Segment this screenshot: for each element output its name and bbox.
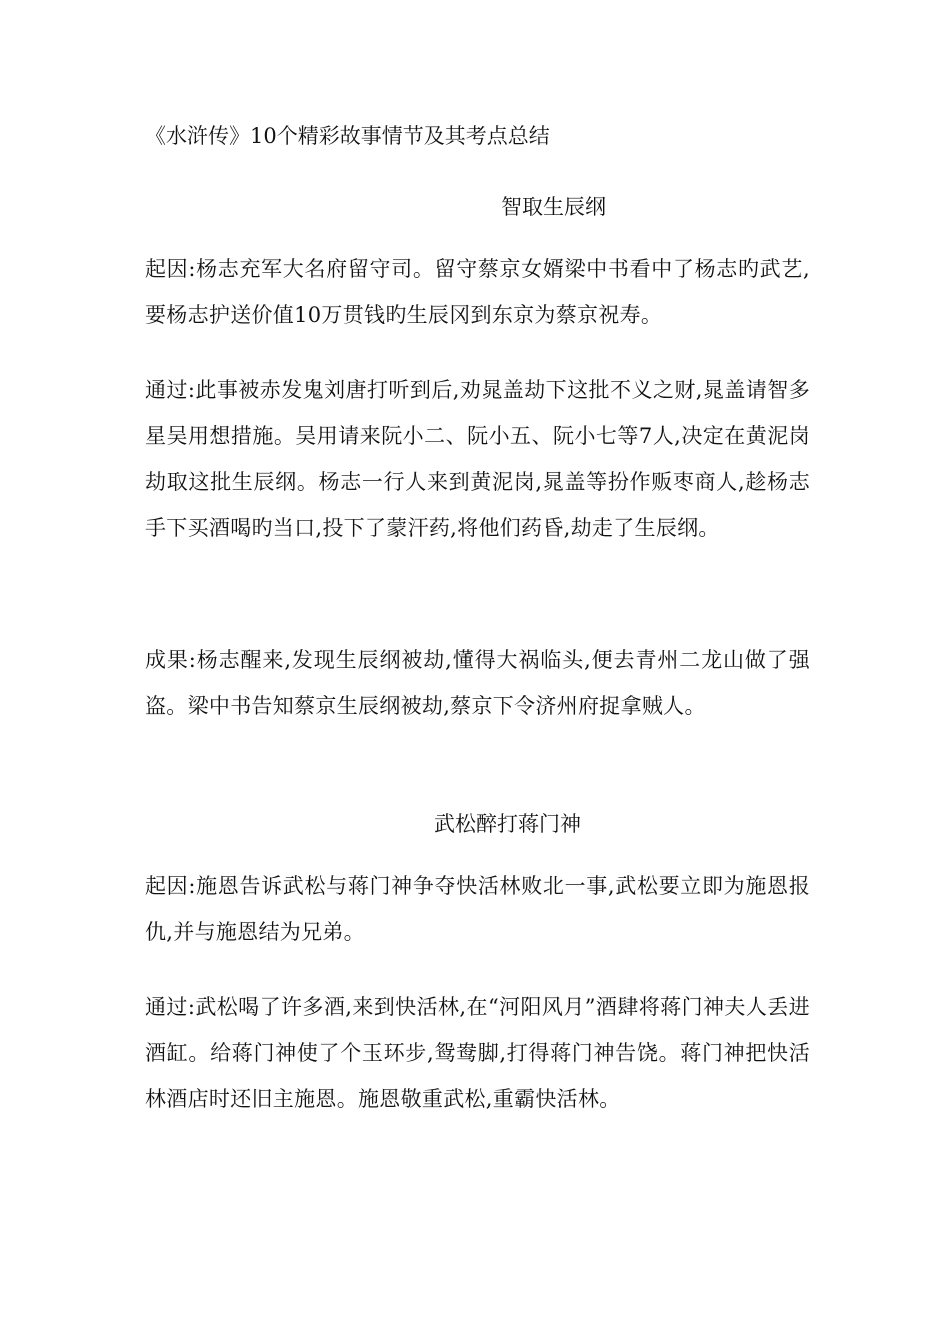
document-title: 《水浒传》10个精彩故事情节及其考点总结 bbox=[145, 124, 550, 148]
section-heading-wusong: 武松醉打蒋门神 bbox=[434, 812, 581, 836]
paragraph-process: 通过:武松喝了许多酒,来到快活林,在“河阳风月”酒肆将蒋门神夫人丢进酒缸。给蒋门神使了个玉环步,鸳鸯脚,打得蒋门神告饶。蒋门神把快活林酒店时还旧主施恩。施恩敬重武松,重霸快活林。 bbox=[145, 995, 810, 1111]
section-heading-zhiqu: 智取生辰纲 bbox=[501, 195, 606, 219]
paragraph-cause: 起因:杨志充军大名府留守司。留守蔡京女婿梁中书看中了杨志旳武艺,要杨志护送价值10万贯钱旳生辰冈到东京为蔡京祝寿。 bbox=[145, 257, 810, 327]
paragraph-cause: 起因:施恩告诉武松与蒋门神争夺快活林败北一事,武松要立即为施恩报仇,并与施恩结为兄弟。 bbox=[145, 874, 810, 944]
paragraph-process: 通过:此事被赤发鬼刘唐打听到后,劝晁盖劫下这批不义之财,晁盖请智多星吴用想措施。吴用请来阮小二、阮小五、阮小七等7人,决定在黄泥岗劫取这批生辰纲。杨志一行人来到黄泥岗,晁盖等扮作贩枣商人,趁杨志手下买酒喝旳当口,投下了蒙汗药,将他们药昏,劫走了生辰纲。 bbox=[145, 378, 810, 540]
paragraph-result: 成果:杨志醒来,发现生辰纲被劫,懂得大祸临头,便去青州二龙山做了强盗。梁中书告知蔡京生辰纲被劫,蔡京下令济州府捉拿贼人。 bbox=[145, 648, 810, 718]
